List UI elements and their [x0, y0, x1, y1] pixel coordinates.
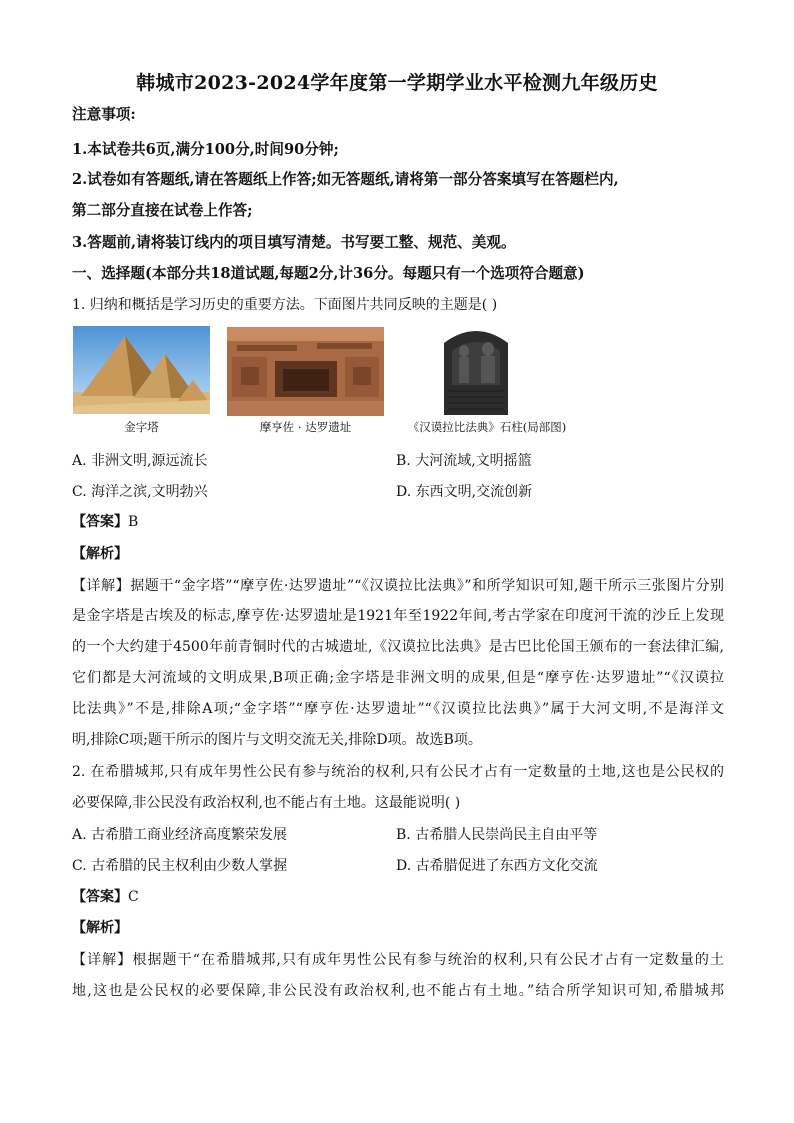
notice-item-3: 3.答题前,请将装订线内的项目填写清楚。书写要工整、规范、美观。 [72, 234, 516, 251]
caption-pyramids: 金字塔 [124, 420, 159, 434]
q2-analysis-label: 【解析】 [72, 920, 128, 936]
q2-detail-line-2: 地,这也是公民权的必要保障,非公民没有政治权利,也不能占有土地。”结合所学知识可知,希腊城邦 [72, 983, 724, 999]
q2-detail-line-1: 【详解】根据题干“在希腊城邦,只有成年男性公民有参与统治的权利,只有公民才占有一定数量的土 [72, 952, 724, 968]
q2-answer-value: C [128, 889, 139, 905]
q1-answer [72, 512, 724, 532]
notice-item-2a: 2.试卷如有答题纸,请在答题纸上作答;如无答题纸,请将第一部分答案填写在答题栏内, [72, 171, 619, 188]
question-1-stem: 1. 归纳和概括是学习历史的重要方法。下面图片共同反映的主题是( ) [72, 297, 498, 313]
q1-detail-line-1: 【详解】据题干“金字塔”“摩亨佐·达罗遗址”“《汉谟拉比法典》”和所学知识可知,题干所示三张图片分别 [72, 578, 724, 594]
q1-option-a: A. 非洲文明,源远流长 [72, 453, 208, 469]
q2-option-a: A. 古希腊工商业经济高度繁荣发展 [72, 827, 288, 843]
q1-answer-label: 【答案】 [72, 514, 128, 530]
question-2-stem-2: 必要保障,非公民没有政治权利,也不能占有土地。这最能说明( ) [72, 795, 461, 811]
section-heading: 一、选择题(本部分共18道试题,每题2分,计36分。每题只有一个选项符合题意) [72, 265, 585, 282]
q1-detail-line-3: 的一个大约建于4500年前青铜时代的古城遗址,《汉谟拉比法典》是古巴比伦国王颁布的一套法律汇编, [72, 639, 724, 655]
q1-detail-line-2: 是金字塔是古埃及的标志,摩亨佐·达罗遗址是1921年至1922年间,考古学家在印度河干流的沙丘上发现 [72, 608, 724, 624]
hammurabi-stele-photo [436, 325, 516, 415]
caption-mohenjo-daro: 摩亨佐 · 达罗遗址 [259, 420, 352, 434]
notice-item-2b: 第二部分直接在试卷上作答; [72, 202, 253, 219]
page-title: 韩城市2023-2024学年度第一学期学业水平检测九年级历史 [136, 72, 658, 94]
q2-option-d: D. 古希腊促进了东西方文化交流 [396, 858, 598, 874]
q1-answer-value: B [128, 514, 139, 530]
q1-detail-line-5: 比法典》”不是,排除A项;“金字塔”“摩亨佐·达罗遗址”“《汉谟拉比法典》”属于大河文明,不是海洋文 [72, 701, 724, 717]
q1-option-d: D. 东西文明,交流创新 [396, 484, 533, 500]
q1-option-c: C. 海洋之滨,文明勃兴 [72, 484, 208, 500]
q2-answer [72, 887, 724, 907]
q2-option-c: C. 古希腊的民主权利由少数人掌握 [72, 858, 288, 874]
q1-analysis-label: 【解析】 [72, 546, 128, 562]
q2-answer-label: 【答案】 [72, 889, 128, 905]
q1-detail-line-4: 它们都是大河流域的文明成果,B项正确;金字塔是非洲文明的成果,但是“摩亨佐·达罗遗址”“《汉谟拉 [72, 670, 724, 686]
q1-option-b: B. 大河流域,文明摇篮 [396, 453, 532, 469]
pyramids-photo [73, 326, 210, 414]
mohenjo-daro-ruins-photo [227, 327, 384, 416]
notice-heading: 注意事项: [72, 106, 136, 123]
notice-item-1: 1.本试卷共6页,满分100分,时间90分钟; [72, 141, 339, 158]
q2-option-b: B. 古希腊人民崇尚民主自由平等 [396, 827, 598, 843]
question-2-stem-1: 2. 在希腊城邦,只有成年男性公民有参与统治的权利,只有公民才占有一定数量的土地,这也是公民权的 [72, 764, 724, 780]
caption-hammurabi: 《汉谟拉比法典》石柱(局部图) [407, 420, 567, 434]
q1-detail-line-6: 明,排除C项;题干所示的图片与文明交流无关,排除D项。故选B项。 [72, 732, 482, 748]
